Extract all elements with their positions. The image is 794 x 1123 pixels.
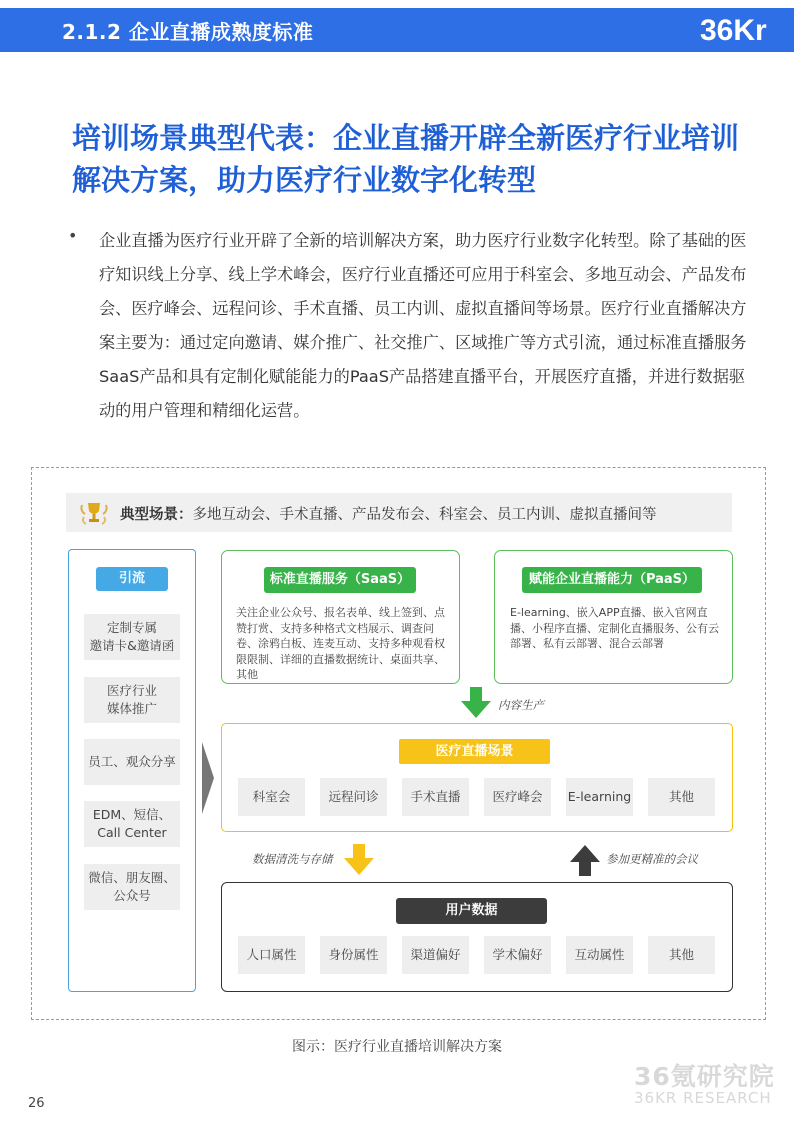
paas-description: E-learning、嵌入APP直播、嵌入官网直播、小程序直播、定制化直播服务、公有云部署、私有云部署、混合云部署 — [510, 606, 719, 650]
user-data-item: 其他 — [648, 936, 715, 974]
watermark-en: 36KR RESEARCH — [634, 1089, 772, 1107]
arrow-down-yellow-icon — [343, 844, 375, 876]
medical-scene-item: 远程问诊 — [320, 778, 387, 816]
typical-scenes — [120, 503, 657, 524]
paas-title: 赋能企业直播能力（PaaS） — [522, 567, 702, 593]
user-data-title: 用户数据 — [396, 898, 547, 924]
saas-description: 关注企业公众号、报名表单、线上签到、点赞打赏、支持多种格式文档展示、调查问卷、涂鸦白板、连麦互动、支持多种观看权限限制、详细的直播数据统计、桌面共享、其他 — [236, 606, 445, 681]
arrow-down-green-icon — [460, 687, 492, 719]
typical-scenes-text: 多地互动会、手术直播、产品发布会、科室会、员工内训、虚拟直播间等 — [192, 507, 657, 523]
trophy-icon — [78, 497, 110, 529]
watermark-cn: 36氪研究院 — [634, 1062, 775, 1091]
page-headline: 培训场景典型代表：企业直播开辟全新医疗行业培训解决方案，助力医疗行业数字化转型 — [72, 121, 740, 197]
brand-logo — [696, 0, 794, 56]
chevron-right-icon — [200, 742, 216, 814]
medical-scene-item: 手术直播 — [402, 778, 469, 816]
medical-scene-item: 医疗峰会 — [484, 778, 551, 816]
medical-scene-item: E-learning — [566, 778, 633, 816]
medical-scene-title: 医疗直播场景 — [399, 739, 550, 764]
traffic-item: 员工、观众分享 — [84, 739, 180, 785]
user-data-item: 学术偏好 — [484, 936, 551, 974]
precise-meetings-label: 参加更精准的会议 — [606, 852, 698, 866]
traffic-item: 定制专属 邀请卡&邀请函 — [84, 614, 180, 660]
figure-caption: 图示：医疗行业直播培训解决方案 — [292, 1039, 502, 1055]
traffic-item: 微信、朋友圈、 公众号 — [84, 864, 180, 910]
section-title: 2.1.2 企业直播成熟度标准 — [62, 20, 314, 44]
medical-scene-item: 其他 — [648, 778, 715, 816]
user-data-item: 渠道偏好 — [402, 936, 469, 974]
brand-logo-text: 36Kr — [700, 14, 767, 47]
traffic-title: 引流 — [96, 567, 168, 591]
traffic-item: EDM、短信、 Call Center — [84, 801, 180, 847]
user-data-item: 人口属性 — [238, 936, 305, 974]
bullet-marker: • — [68, 226, 78, 245]
user-data-item: 互动属性 — [566, 936, 633, 974]
body-paragraph: 企业直播为医疗行业开辟了全新的培训解决方案，助力医疗行业数字化转型。除了基础的医疗知识线上分享、线上学术峰会，医疗行业直播还可应用于科室会、多地互动会、产品发布会、医疗峰会、远程问诊、手术直播、员工内训、虚拟直播间等场景。医疗行业直播解决方案主要为：通过定向邀请、媒介推广、社交推广、区域推广等方式引流，通过标准直播服务SaaS产品和具有定制化赋能能力的PaaS产品搭建直播平台，开展医疗直播，并进行数据驱动的用户管理和精细化运营。 — [99, 231, 747, 420]
typical-scenes-label: 典型场景： — [120, 507, 193, 523]
traffic-item: 医疗行业 媒体推广 — [84, 677, 180, 723]
medical-scene-item: 科室会 — [238, 778, 305, 816]
data-cleaning-label: 数据清洗与存储 — [252, 852, 333, 866]
page-number: 26 — [28, 1096, 45, 1111]
saas-title: 标准直播服务（SaaS） — [264, 567, 416, 593]
content-production-label: 内容生产 — [498, 698, 544, 712]
arrow-up-dark-icon — [569, 844, 601, 876]
user-data-item: 身份属性 — [320, 936, 387, 974]
